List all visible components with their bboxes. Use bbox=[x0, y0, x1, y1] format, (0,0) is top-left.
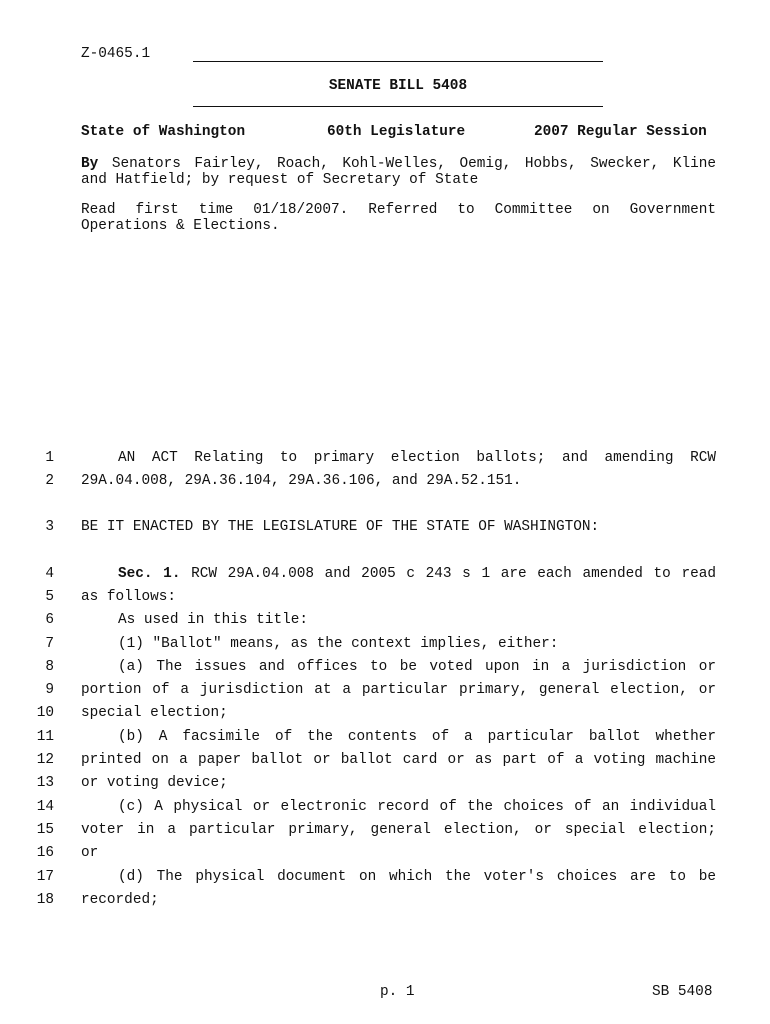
header-rule-top bbox=[193, 61, 603, 62]
line-number: 1 bbox=[45, 450, 54, 466]
footer-bill-id: SB 5408 bbox=[652, 984, 713, 1000]
body-line: (1) "Ballot" means, as the context implies, either: bbox=[118, 636, 559, 652]
body-line: voter in a particular primary, general election, or special election; bbox=[81, 822, 716, 838]
section-heading-line: Sec. 1. RCW 29A.04.008 and 2005 c 243 s 1 are each amended to read bbox=[118, 566, 716, 582]
body-line: or bbox=[81, 845, 99, 861]
line-number: 3 bbox=[45, 519, 54, 535]
line-number: 16 bbox=[36, 845, 54, 861]
body-line: portion of a jurisdiction at a particular primary, general election, or bbox=[81, 682, 716, 698]
body-line: (a) The issues and offices to be voted upon in a jurisdiction or bbox=[118, 659, 716, 675]
enacting-clause: BE IT ENACTED BY THE LEGISLATURE OF THE STATE OF WASHINGTON: bbox=[81, 519, 600, 535]
body-line: (d) The physical document on which the voter's choices are to be bbox=[118, 869, 716, 885]
line-number: 12 bbox=[36, 752, 54, 768]
line-number: 2 bbox=[45, 473, 54, 489]
bill-title: SENATE BILL 5408 bbox=[328, 78, 468, 94]
line-number: 4 bbox=[45, 566, 54, 582]
line-number: 18 bbox=[36, 892, 54, 908]
body-line: 29A.04.008, 29A.36.104, 29A.36.106, and 29A.52.151. bbox=[81, 473, 522, 489]
state-label: State of Washington bbox=[81, 124, 246, 140]
legislature-label: 60th Legislature bbox=[327, 124, 466, 140]
header-rule-bottom bbox=[193, 106, 603, 107]
line-number: 10 bbox=[36, 705, 54, 721]
document-code: Z-0465.1 bbox=[81, 46, 151, 62]
line-number: 6 bbox=[45, 612, 54, 628]
line-number: 14 bbox=[36, 799, 54, 815]
body-line: printed on a paper ballot or ballot card or as part of a voting machine bbox=[81, 752, 716, 768]
session-label: 2007 Regular Session bbox=[534, 124, 707, 140]
read-line-2: Operations & Elections. bbox=[81, 218, 280, 234]
by-label: By bbox=[81, 156, 99, 172]
line-number: 15 bbox=[36, 822, 54, 838]
sponsors-line-2: and Hatfield; by request of Secretary of State bbox=[81, 172, 479, 188]
body-line: AN ACT Relating to primary election ballots; and amending RCW bbox=[118, 450, 716, 466]
body-line: special election; bbox=[81, 705, 228, 721]
line-number: 17 bbox=[36, 869, 54, 885]
read-line-1: Read first time 01/18/2007. Referred to Committee on Government bbox=[81, 202, 716, 218]
line-number: 11 bbox=[36, 729, 54, 745]
body-line: or voting device; bbox=[81, 775, 228, 791]
line-number: 5 bbox=[45, 589, 54, 605]
line-number: 8 bbox=[45, 659, 54, 675]
page-number: p. 1 bbox=[380, 984, 415, 1000]
line-number: 13 bbox=[36, 775, 54, 791]
line-number: 7 bbox=[45, 636, 54, 652]
body-line: as follows: bbox=[81, 589, 176, 605]
sponsors-line-1: By Senators Fairley, Roach, Kohl-Welles, Oemig, Hobbs, Swecker, Kline bbox=[81, 156, 716, 172]
body-line: (b) A facsimile of the contents of a particular ballot whether bbox=[118, 729, 716, 745]
line-number: 9 bbox=[45, 682, 54, 698]
body-line: (c) A physical or electronic record of the choices of an individual bbox=[118, 799, 716, 815]
body-line: recorded; bbox=[81, 892, 159, 908]
section-label: Sec. 1. bbox=[118, 566, 181, 582]
body-line: As used in this title: bbox=[118, 612, 308, 628]
